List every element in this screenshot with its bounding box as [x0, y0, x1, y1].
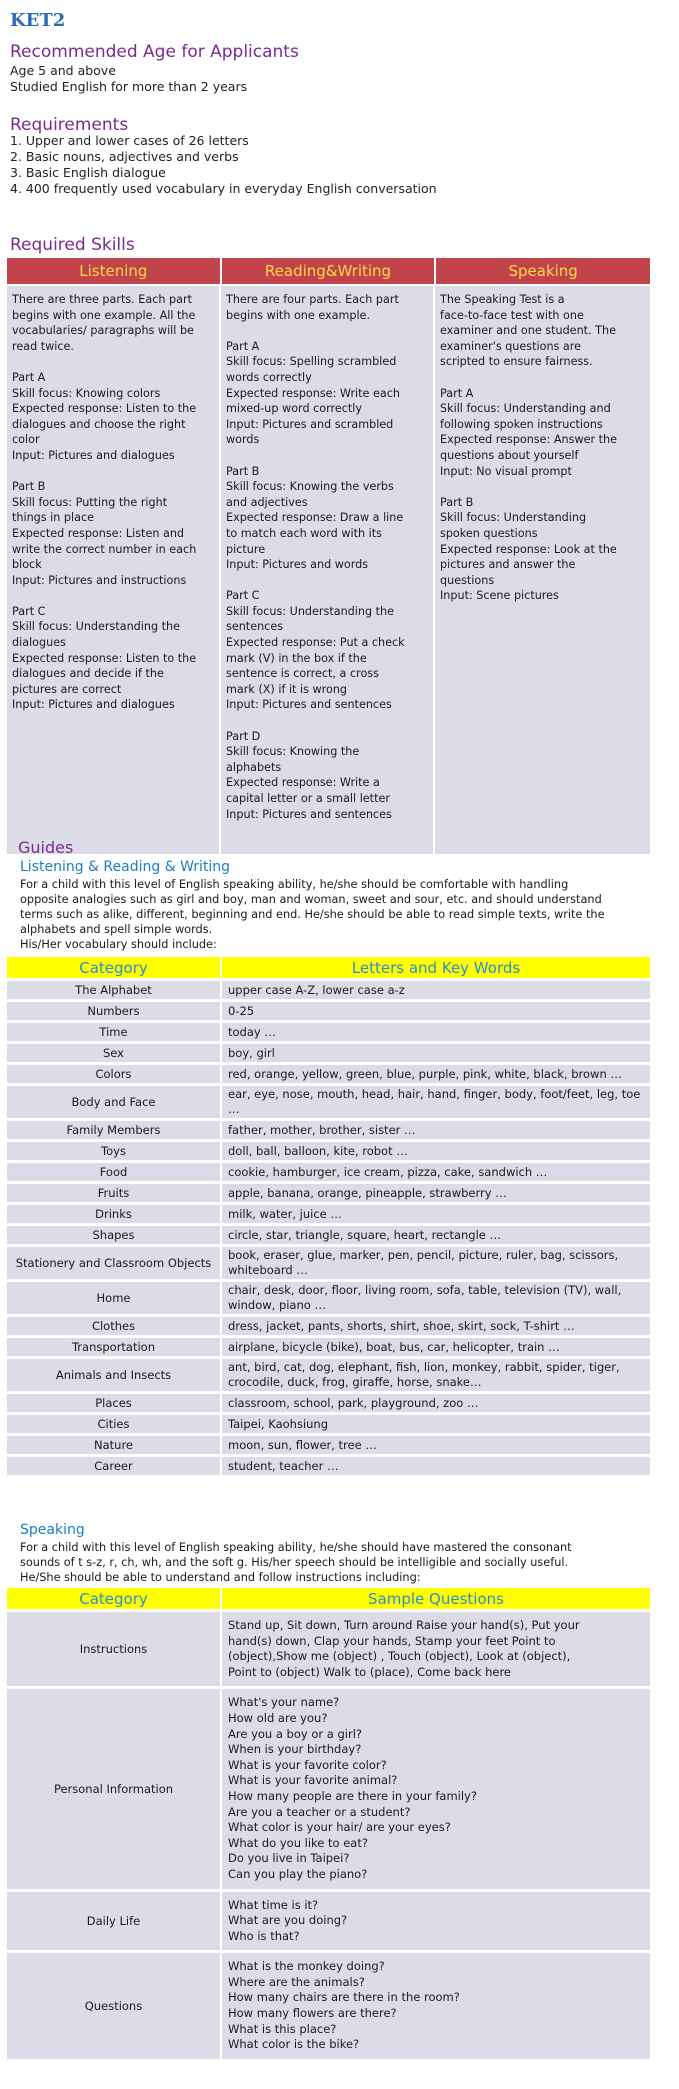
skill-text-line: Input: Pictures and instructions	[12, 573, 187, 587]
vocab-category: Drinks	[7, 1205, 222, 1223]
question-line: How many people are there in your family?	[228, 1788, 477, 1803]
vocab-table	[7, 957, 650, 1475]
requirement-item: 3. Basic English dialogue	[10, 165, 166, 180]
vocab-words: red, orange, yellow, green, blue, purple, pink, white, black, brown …	[222, 1065, 650, 1083]
vocab-words: classroom, school, park, playground, zoo …	[222, 1394, 650, 1412]
vocab-row	[7, 1436, 650, 1454]
vocab-words: moon, sun, flower, tree …	[222, 1436, 650, 1454]
vocab-words: dress, jacket, pants, shorts, shirt, shoe, skirt, sock, T-shirt …	[222, 1317, 650, 1335]
block-gap	[226, 323, 428, 339]
skill-text-line: things in place	[12, 511, 95, 525]
speaking-text-line: sounds of t s-z, r, ch, wh, and the soft g. His/her speech should be intelligible and socially useful.	[20, 1556, 569, 1569]
speaking-text-line: He/She should be able to understand and follow instructions including:	[20, 1571, 421, 1584]
lrw-text-line: His/Her vocabulary should include:	[20, 938, 217, 951]
vocab-category: Fruits	[7, 1184, 222, 1202]
vocab-category: Numbers	[7, 1002, 222, 1020]
question-line: Point to (object) Walk to (place), Come back here	[228, 1664, 511, 1679]
skill-text-line: examiner's questions are	[440, 339, 582, 353]
skill-text-line: Input: Scene pictures	[440, 589, 559, 603]
vocab-words: student, teacher …	[222, 1457, 650, 1475]
vocab-row	[7, 981, 650, 999]
vocab-category: Cities	[7, 1415, 222, 1433]
vocab-row	[7, 1142, 650, 1160]
question-line: What do you like to eat?	[228, 1835, 368, 1850]
skill-text-line: spoken questions	[440, 526, 538, 540]
skill-text-line: following spoken instructions	[440, 417, 603, 431]
skill-text-line: Expected response: Write each	[226, 386, 400, 400]
question-line: What's your name?	[228, 1695, 340, 1710]
skill-text-line: capital letter or a small letter	[226, 792, 390, 805]
lrw-text-line: opposite analogies such as girl and boy, man and woman, sweet and sour, etc. and should understand	[20, 893, 602, 906]
skill-text-line: Part A	[226, 339, 260, 353]
skill-text-line: and adjectives	[226, 495, 308, 509]
vocab-category: Body and Face	[7, 1086, 222, 1118]
requirement-item: 1. Upper and lower cases of 26 letters	[10, 133, 249, 148]
questions-header-row	[7, 1588, 650, 1609]
question-category: Personal Information	[7, 1689, 222, 1888]
page-title: KET2	[10, 10, 66, 31]
skill-text-line: Skill focus: Understanding the	[12, 620, 180, 634]
vocab-category: Toys	[7, 1142, 222, 1160]
vocab-header-words: Letters and Key Words	[222, 957, 650, 978]
vocab-words: today …	[222, 1023, 650, 1041]
vocab-row	[7, 1163, 650, 1181]
skill-text-line: Part B	[226, 464, 260, 478]
skill-text-line: Input: Pictures and sentences	[226, 698, 392, 712]
vocab-row	[7, 1317, 650, 1335]
skill-text-line: Input: No visual prompt	[440, 464, 572, 478]
vocab-category: Stationery and Classroom Objects	[7, 1247, 222, 1279]
skill-text-line: sentence is correct, a cross	[226, 667, 379, 681]
skills-body-row	[7, 286, 650, 854]
skill-text-line: begins with one example.	[226, 308, 371, 322]
question-line: Where are the animals?	[228, 1974, 365, 1989]
skill-text-line: Expected response: Write a	[226, 776, 380, 790]
question-line: What is this place?	[228, 2021, 337, 2036]
question-line: Who is that?	[228, 1928, 300, 1943]
vocab-category: The Alphabet	[7, 981, 222, 999]
vocab-category: Transportation	[7, 1338, 222, 1356]
skills-col-reading-writing	[221, 286, 435, 854]
question-line: Stand up, Sit down, Turn around Raise your hand(s), Put your	[228, 1618, 580, 1632]
vocab-words: ear, eye, nose, mouth, head, hair, hand, finger, body, foot/feet, leg, toe …	[222, 1086, 650, 1118]
vocab-row	[7, 1205, 650, 1223]
requirement-item: 4. 400 frequently used vocabulary in everyday English conversation	[10, 181, 437, 196]
age-line: Studied English for more than 2 years	[10, 79, 248, 94]
skill-text-line: face-to-face test with one	[440, 308, 584, 322]
vocab-category: Animals and Insects	[7, 1359, 222, 1391]
question-row	[7, 1689, 650, 1888]
vocab-category: Time	[7, 1023, 222, 1041]
speaking-text	[20, 1540, 650, 1585]
skills-header-listening: Listening	[7, 258, 222, 284]
vocab-category: Career	[7, 1457, 222, 1475]
skill-text-line: Input: Pictures and sentences	[226, 807, 392, 821]
skill-text-line: There are four parts. Each part	[226, 293, 399, 306]
vocab-words: cookie, hamburger, ice cream, pizza, cake, sandwich …	[222, 1163, 650, 1181]
skill-text-line: Part B	[440, 495, 474, 509]
skill-text-line: block	[12, 558, 42, 572]
skill-text-line: Skill focus: Understanding the	[226, 604, 394, 618]
vocab-category: Home	[7, 1282, 222, 1314]
question-category: Questions	[7, 1953, 222, 2059]
speaking-text-line: For a child with this level of English speaking ability, he/she should have mastered the consonant	[20, 1541, 572, 1554]
vocab-words: circle, star, triangle, square, heart, rectangle …	[222, 1226, 650, 1244]
question-list	[222, 1892, 650, 1951]
skill-text-line: to match each word with its	[226, 526, 382, 540]
question-line: What are you doing?	[228, 1913, 348, 1928]
vocab-row	[7, 1121, 650, 1139]
skill-text-line: pictures are correct	[12, 682, 122, 696]
guides-heading: Guides	[18, 838, 74, 857]
vocab-row	[7, 1282, 650, 1314]
question-line: What time is it?	[228, 1897, 319, 1912]
skill-text-line: begins with one example. All the	[12, 308, 196, 322]
skill-text-line: Part C	[12, 604, 46, 618]
question-row	[7, 1892, 650, 1951]
vocab-category: Food	[7, 1163, 222, 1181]
skill-text-line: Input: Pictures and dialogues	[12, 698, 175, 712]
skill-text-line: Part C	[226, 589, 260, 603]
vocab-words: boy, girl	[222, 1044, 650, 1062]
vocab-row	[7, 1247, 650, 1279]
vocab-words: father, mother, brother, sister …	[222, 1121, 650, 1139]
question-line: Do you live in Taipei?	[228, 1851, 350, 1866]
vocab-category: Places	[7, 1394, 222, 1412]
block-gap	[12, 588, 214, 604]
vocab-category: Clothes	[7, 1317, 222, 1335]
skills-table	[7, 258, 650, 854]
vocab-words: ant, bird, cat, dog, elephant, fish, lion, monkey, rabbit, spider, tiger, crocodile, duck, frog, giraffe, horse, snake…	[222, 1359, 650, 1391]
skill-text-line: dialogues and choose the right	[12, 417, 186, 431]
skill-text-line: The Speaking Test is a	[440, 293, 565, 306]
vocab-row	[7, 1338, 650, 1356]
skills-header-speaking: Speaking	[436, 258, 650, 284]
skill-text-line: There are three parts. Each part	[12, 293, 192, 306]
skill-text-line: pictures and answer the	[440, 558, 576, 572]
vocab-words: chair, desk, door, floor, living room, sofa, table, television (TV), wall, window, piano …	[222, 1282, 650, 1314]
question-line: Are you a boy or a girl?	[228, 1726, 363, 1741]
vocab-words: doll, ball, balloon, kite, robot …	[222, 1142, 650, 1160]
block-gap	[12, 464, 214, 480]
question-line: What color is the bike?	[228, 2037, 360, 2052]
question-list	[222, 1612, 650, 1686]
question-line: What is your favorite animal?	[228, 1773, 398, 1788]
block-gap	[226, 448, 428, 464]
skill-text-line: Skill focus: Putting the right	[12, 495, 168, 509]
block-gap	[226, 713, 428, 729]
vocab-row	[7, 1226, 650, 1244]
vocab-header-row	[7, 957, 650, 978]
vocab-words: book, eraser, glue, marker, pen, pencil, picture, ruler, bag, scissors, whiteboard …	[222, 1247, 650, 1279]
question-line: Can you play the piano?	[228, 1866, 368, 1881]
vocab-words: upper case A-Z, lower case a-z	[222, 981, 650, 999]
question-rows	[7, 1612, 650, 2059]
vocab-words: 0-25	[222, 1002, 650, 1020]
skill-text-line: questions about yourself	[440, 448, 579, 462]
skill-text-line: Skill focus: Understanding and	[440, 402, 611, 416]
questions-table	[7, 1588, 650, 2059]
vocab-category: Shapes	[7, 1226, 222, 1244]
skill-text-line: mixed-up word correctly	[226, 402, 363, 416]
vocab-header-category: Category	[7, 957, 222, 978]
block-gap	[12, 354, 214, 370]
vocab-row	[7, 1457, 650, 1475]
vocab-row	[7, 1002, 650, 1020]
vocab-row	[7, 1184, 650, 1202]
skill-text-line: color	[12, 433, 40, 447]
skills-col-speaking	[435, 286, 650, 854]
skill-text-line: Skill focus: Knowing colors	[12, 386, 161, 400]
vocab-row	[7, 1023, 650, 1041]
skill-text-line: dialogues and decide if the	[12, 667, 164, 681]
question-line: Are you a teacher or a student?	[228, 1804, 411, 1819]
vocab-category: Family Members	[7, 1121, 222, 1139]
block-gap	[440, 370, 645, 386]
age-heading: Recommended Age for Applicants	[10, 42, 299, 62]
skill-text-line: mark (X) if it is wrong	[226, 682, 348, 696]
skill-text-line: Skill focus: Knowing the	[226, 745, 360, 759]
skill-text-line: Expected response: Draw a line	[226, 511, 404, 525]
question-line: When is your birthday?	[228, 1742, 362, 1757]
question-line: hand(s) down, Clap your hands, Stamp your feet Point to	[228, 1633, 556, 1648]
skill-text-line: picture	[226, 542, 266, 556]
question-line: How many chairs are there in the room?	[228, 1990, 460, 2005]
vocab-row	[7, 1065, 650, 1083]
requirements-heading: Requirements	[10, 115, 129, 135]
question-line: How many flowers are there?	[228, 2006, 397, 2021]
vocab-category: Colors	[7, 1065, 222, 1083]
skills-heading: Required Skills	[10, 235, 135, 255]
question-line: What color is your hair/ are your eyes?	[228, 1820, 451, 1835]
skill-text-line: Expected response: Listen to the	[12, 402, 197, 416]
vocab-row	[7, 1359, 650, 1391]
skill-text-line: Skill focus: Knowing the verbs	[226, 480, 394, 494]
skill-text-line: examiner and one student. The	[440, 324, 616, 338]
question-list	[222, 1953, 650, 2059]
question-line: How old are you?	[228, 1710, 328, 1725]
skill-text-line: Expected response: Listen and	[12, 526, 185, 540]
skills-header-row	[7, 258, 650, 284]
skill-text-line: Expected response: Listen to the	[12, 651, 197, 665]
vocab-words: apple, banana, orange, pineapple, strawberry …	[222, 1184, 650, 1202]
question-category: Instructions	[7, 1612, 222, 1686]
skill-text-line: Expected response: Put a check	[226, 636, 405, 650]
skill-text-line: Expected response: Answer the	[440, 433, 618, 447]
skill-text-line: Input: Pictures and words	[226, 558, 369, 572]
vocab-words: Taipei, Kaohsiung	[222, 1415, 650, 1433]
skill-text-line: dialogues	[12, 636, 66, 650]
requirement-item: 2. Basic nouns, adjectives and verbs	[10, 149, 239, 164]
skills-col-listening	[7, 286, 221, 854]
skill-text-line: read twice.	[12, 339, 74, 353]
skill-text-line: scripted to ensure fairness.	[440, 355, 593, 369]
question-list	[222, 1689, 650, 1888]
lrw-text-line: For a child with this level of English speaking ability, he/she should be comfortable with handling	[20, 878, 569, 891]
skill-text-line: Input: Pictures and scrambled	[226, 417, 394, 431]
lrw-text-line: terms such as alike, different, beginning and end. He/she should be able to read simple texts, write the	[20, 908, 605, 921]
vocab-words: milk, water, juice …	[222, 1205, 650, 1223]
lrw-heading: Listening & Reading & Writing	[20, 859, 231, 875]
skill-text-line: Part B	[12, 480, 46, 494]
skill-text-line: Part D	[226, 729, 261, 743]
question-line: What is your favorite color?	[228, 1757, 387, 1772]
question-row	[7, 1612, 650, 1686]
skill-text-line: Part A	[440, 386, 474, 400]
skill-text-line: sentences	[226, 620, 284, 634]
question-row	[7, 1953, 650, 2059]
vocab-row	[7, 1415, 650, 1433]
skill-text-line: words correctly	[226, 370, 312, 384]
vocab-category: Nature	[7, 1436, 222, 1454]
question-line: (object),Show me (object) , Touch (object), Look at (object),	[228, 1649, 571, 1664]
lrw-text-line: alphabets and spell simple words.	[20, 923, 213, 936]
skill-text-line: alphabets	[226, 760, 282, 774]
vocab-category: Sex	[7, 1044, 222, 1062]
speaking-heading: Speaking	[20, 1522, 85, 1538]
skill-text-line: Expected response: Look at the	[440, 542, 617, 556]
skill-text-line: vocabularies/ paragraphs will be	[12, 324, 194, 338]
skill-text-line: write the correct number in each	[12, 542, 197, 556]
questions-header-category: Category	[7, 1588, 222, 1609]
vocab-row	[7, 1086, 650, 1118]
skills-header-reading-writing: Reading&Writing	[222, 258, 437, 284]
questions-header-questions: Sample Questions	[222, 1588, 650, 1609]
skill-text-line: Part A	[12, 370, 46, 384]
vocab-row	[7, 1044, 650, 1062]
skill-text-line: mark (V) in the box if the	[226, 651, 367, 665]
age-line: Age 5 and above	[10, 63, 116, 78]
block-gap	[440, 479, 645, 495]
question-category: Daily Life	[7, 1892, 222, 1951]
block-gap	[226, 573, 428, 589]
skill-text-line: Skill focus: Understanding	[440, 511, 587, 525]
vocab-rows	[7, 981, 650, 1475]
skill-text-line: words	[226, 433, 260, 447]
lrw-text	[20, 877, 650, 952]
question-line: What is the monkey doing?	[228, 1959, 385, 1974]
vocab-row	[7, 1394, 650, 1412]
skill-text-line: Skill focus: Spelling scrambled	[226, 355, 397, 369]
vocab-words: airplane, bicycle (bike), boat, bus, car, helicopter, train …	[222, 1338, 650, 1356]
skill-text-line: questions	[440, 573, 495, 587]
skill-text-line: Input: Pictures and dialogues	[12, 448, 175, 462]
